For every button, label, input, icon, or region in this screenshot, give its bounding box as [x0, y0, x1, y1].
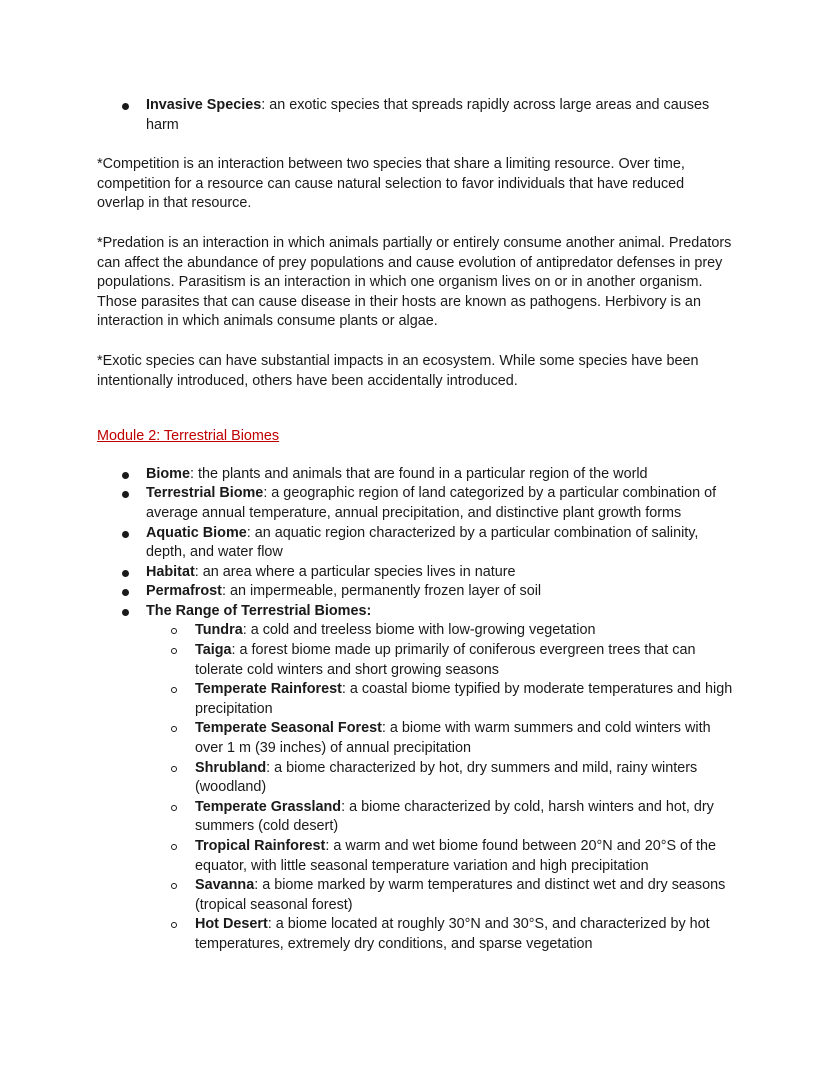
sublist-item	[146, 621, 733, 641]
term: Tropical Rainforest	[195, 838, 326, 854]
list-item	[97, 563, 733, 583]
bullet-icon	[122, 609, 129, 616]
bullet-icon	[122, 589, 129, 596]
term: Taiga	[195, 642, 232, 659]
term: Terrestrial Biome	[146, 485, 264, 502]
definition: : a biome with warm summers and cold winters with over 1 m (39 inches) of annual precipitation	[195, 720, 711, 757]
hollow-bullet-icon	[171, 805, 177, 811]
bullet-icon	[122, 531, 129, 538]
term: Permafrost	[146, 583, 222, 600]
module-title-link[interactable]: Module 2: Terrestrial Biomes	[97, 428, 280, 445]
sublist-item	[146, 798, 733, 837]
list-item	[97, 465, 733, 485]
range-heading: The Range of Terrestrial Biomes:	[146, 602, 372, 619]
definition: : a cold and treeless biome with low-growing vegetation	[242, 622, 596, 639]
hollow-bullet-icon	[171, 844, 177, 850]
definition: : an exotic species that spreads rapidly across large areas and causes harm	[146, 97, 710, 133]
note-paragraph: *Exotic species can have substantial impacts in an ecosystem. While some species have been intentionally introduced, others have been accidentally introduced.	[97, 352, 699, 389]
definition: : an area where a particular species lives in nature	[194, 563, 516, 580]
list-item	[97, 602, 733, 955]
term: Shrubland	[195, 759, 267, 776]
bullet-icon	[122, 472, 129, 479]
list-item	[97, 96, 733, 135]
list-item	[97, 524, 733, 563]
bullet-icon	[122, 491, 129, 498]
sublist-item	[146, 719, 733, 758]
definition: : the plants and animals that are found in a particular region of the world	[189, 465, 648, 482]
sublist-item	[146, 641, 733, 680]
term: Hot Desert	[195, 916, 268, 933]
sublist-item	[146, 680, 733, 719]
definition: : an impermeable, permanently frozen layer of soil	[221, 583, 542, 600]
term: Habitat	[146, 563, 195, 580]
hollow-bullet-icon	[171, 687, 177, 693]
definition: : a coastal biome typified by moderate temperatures and high precipitation	[195, 681, 733, 717]
list-item	[97, 582, 733, 602]
term: Temperate Seasonal Forest	[195, 720, 382, 737]
hollow-bullet-icon	[171, 922, 177, 928]
sublist-item	[146, 759, 733, 798]
hollow-bullet-icon	[171, 628, 177, 634]
term: Tundra	[195, 622, 243, 639]
sublist-item	[146, 915, 733, 954]
term: Biome	[146, 465, 190, 482]
term: Temperate Rainforest	[195, 681, 342, 698]
term: Temperate Grassland	[195, 798, 342, 815]
note-paragraph: *Predation is an interaction in which animals partially or entirely consume another animal. Predators can affect the abundance of prey populations and cause evolution of antipredator defenses in prey populations. Parasitism is an interaction in which one organism lives on or in another organism. Those parasites that can cause disease in their hosts are known as pathogens. Herbivory is an interaction in which animals consume plants or algae.	[97, 234, 732, 330]
term: Savanna	[195, 877, 255, 894]
definition: : a biome located at roughly 30°N and 30°S, and characterized by hot temperatures, extremely dry conditions, and sparse vegetation	[195, 916, 710, 952]
hollow-bullet-icon	[171, 648, 177, 654]
bullet-icon	[122, 570, 129, 577]
page-content	[97, 96, 733, 955]
definition: : a biome characterized by hot, dry summers and mild, rainy winters (woodland)	[195, 759, 698, 796]
term: Aquatic Biome	[146, 524, 247, 541]
definition: : a biome characterized by cold, harsh winters and hot, dry summers (cold desert)	[195, 798, 714, 835]
definition: : a forest biome made up primarily of coniferous evergreen trees that can tolerate cold winters and short growing seasons	[195, 642, 696, 678]
sublist-item	[146, 876, 733, 915]
definition: : a warm and wet biome found between 20°N and 20°S of the equator, with little seasonal temperature variation and high precipitation	[195, 838, 717, 874]
bullet-icon	[122, 103, 129, 110]
definition: : a geographic region of land categorized by a particular combination of average annual temperature, annual precipitation, and distinctive plant growth forms	[146, 485, 717, 521]
biome-sublist	[146, 621, 733, 954]
note-paragraph: *Competition is an interaction between two species that share a limiting resource. Over time, competition for a resource can cause natural selection to favor individuals that have reduced overlap in that resource.	[97, 156, 685, 212]
hollow-bullet-icon	[171, 766, 177, 772]
definition: : an aquatic region characterized by a particular combination of salinity, depth, and water flow	[146, 524, 699, 561]
module-bullet-list	[97, 465, 733, 955]
term: Invasive Species	[146, 97, 262, 113]
hollow-bullet-icon	[171, 883, 177, 889]
sublist-item	[146, 837, 733, 876]
continued-bullet-list	[97, 96, 733, 135]
list-item	[97, 484, 733, 523]
definition: : a biome marked by warm temperatures and distinct wet and dry seasons (tropical seasonal forest)	[195, 877, 726, 913]
hollow-bullet-icon	[171, 726, 177, 732]
